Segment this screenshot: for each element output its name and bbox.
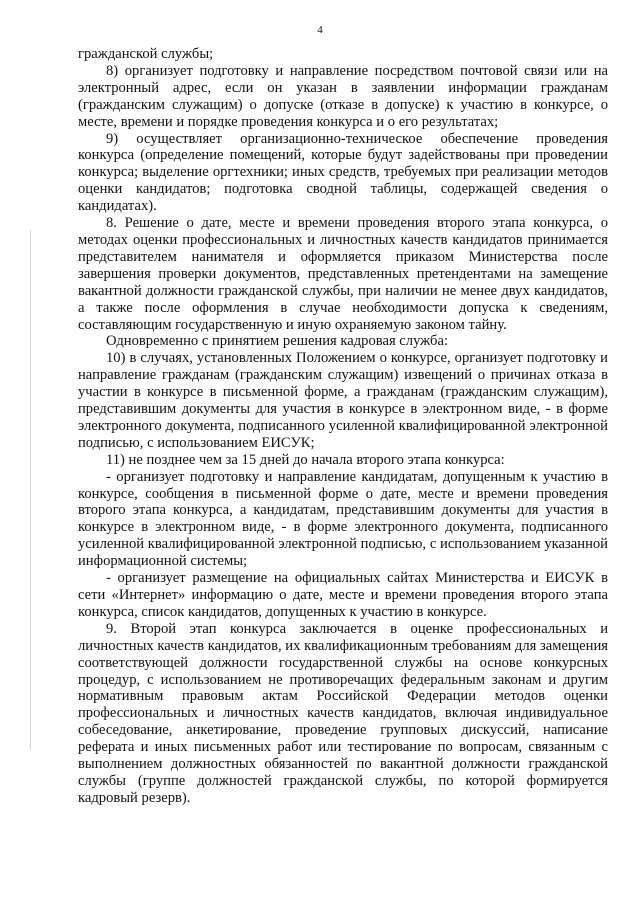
paragraph: 9. Второй этап конкурса заключается в оценке профессиональных и личностных качеств кандидатов, их квалификационным требованиям для замещения соответствующей должности государственной службы на основе конкурсных процедур, с использованием не противоречащих федеральным законам и другим нормативным правовым актам Российской Федерации методов оценки профессиональных и личностных качеств кандидатов, включая индивидуальное собеседование, анкетирование, проведение групповых дискуссий, написание реферата и иных письменных работ или тестирование по вопросам, связанным с выполнением должностных обязанностей по вакантной должности гражданской службы (группе должностей гражданской службы, по которой формируется кадровый резерв). [78, 620, 608, 806]
paragraph: гражданской службы; [78, 46, 214, 62]
paragraph: 8) организует подготовку и направление посредством почтовой связи или на электронный адрес, если он указан в заявлении информации гражданам (гражданским служащим) о допуске (отказе в допуске) к участию в конкурсе, о месте, времени и порядке проведения конкурса и о его результатах; [78, 62, 608, 130]
paragraph: - организует подготовку и направление кандидатам, допущенным к участию в конкурсе, сообщения в письменной форме о дате, месте и времени проведения второго этапа конкурса, а кандидатам, представившим документы для участия в конкурсе в электронном виде, - в форме электронного документа, подписанного усиленной квалифицированной электронной подписью, с использованием указанной информационной системы; [78, 468, 608, 570]
paragraph: 9) осуществляет организационно-техническое обеспечение проведения конкурса (определение помещений, которые будут задействованы при проведении конкурса; выделение оргтехники; иных средств, требуемых при реализации методов оценки кандидатов; подготовка сводной таблицы, содержащей сведения о кандидатах). [78, 130, 608, 215]
document-body [78, 46, 608, 807]
paragraph: 10) в случаях, установленных Положением о конкурсе, организует подготовку и направление гражданам (гражданским служащим) извещений о причинах отказа в участии в конкурсе в письменной форме, а гражданам (гражданским служащим), представившим документы для участия в конкурсе в электронном виде, - в форме электронного документа, подписанного усиленной квалифицированной электронной подписью, с использованием ЕИСУК; [78, 350, 608, 451]
paragraph: 8. Решение о дате, месте и времени проведения второго этапа конкурса, о методах оценки профессиональных и личностных качеств кандидатов принимается представителем нанимателя и оформляется приказом Министерства после завершения проверки документов, представленных претендентами на замещение вакантной должности гражданской службы, при наличии не менее двух кандидатов, а также после оформления в случае необходимости допуска к сведениям, составляющим государственную и иную охраняемую законом тайну. [78, 215, 608, 333]
scan-edge-shadow [30, 230, 31, 750]
paragraph: Одновременно с принятием решения кадровая служба: [106, 333, 449, 350]
paragraph: - организует размещение на официальных сайтах Министерства и ЕИСУК в сети «Интернет» информацию о дате, месте и времени проведения второго этапа конкурса, список кандидатов, допущенных к участию в конкурсе. [78, 570, 608, 620]
paragraph: 11) не позднее чем за 15 дней до начала второго этапа конкурса: [106, 451, 505, 468]
page-number: 4 [317, 24, 323, 36]
